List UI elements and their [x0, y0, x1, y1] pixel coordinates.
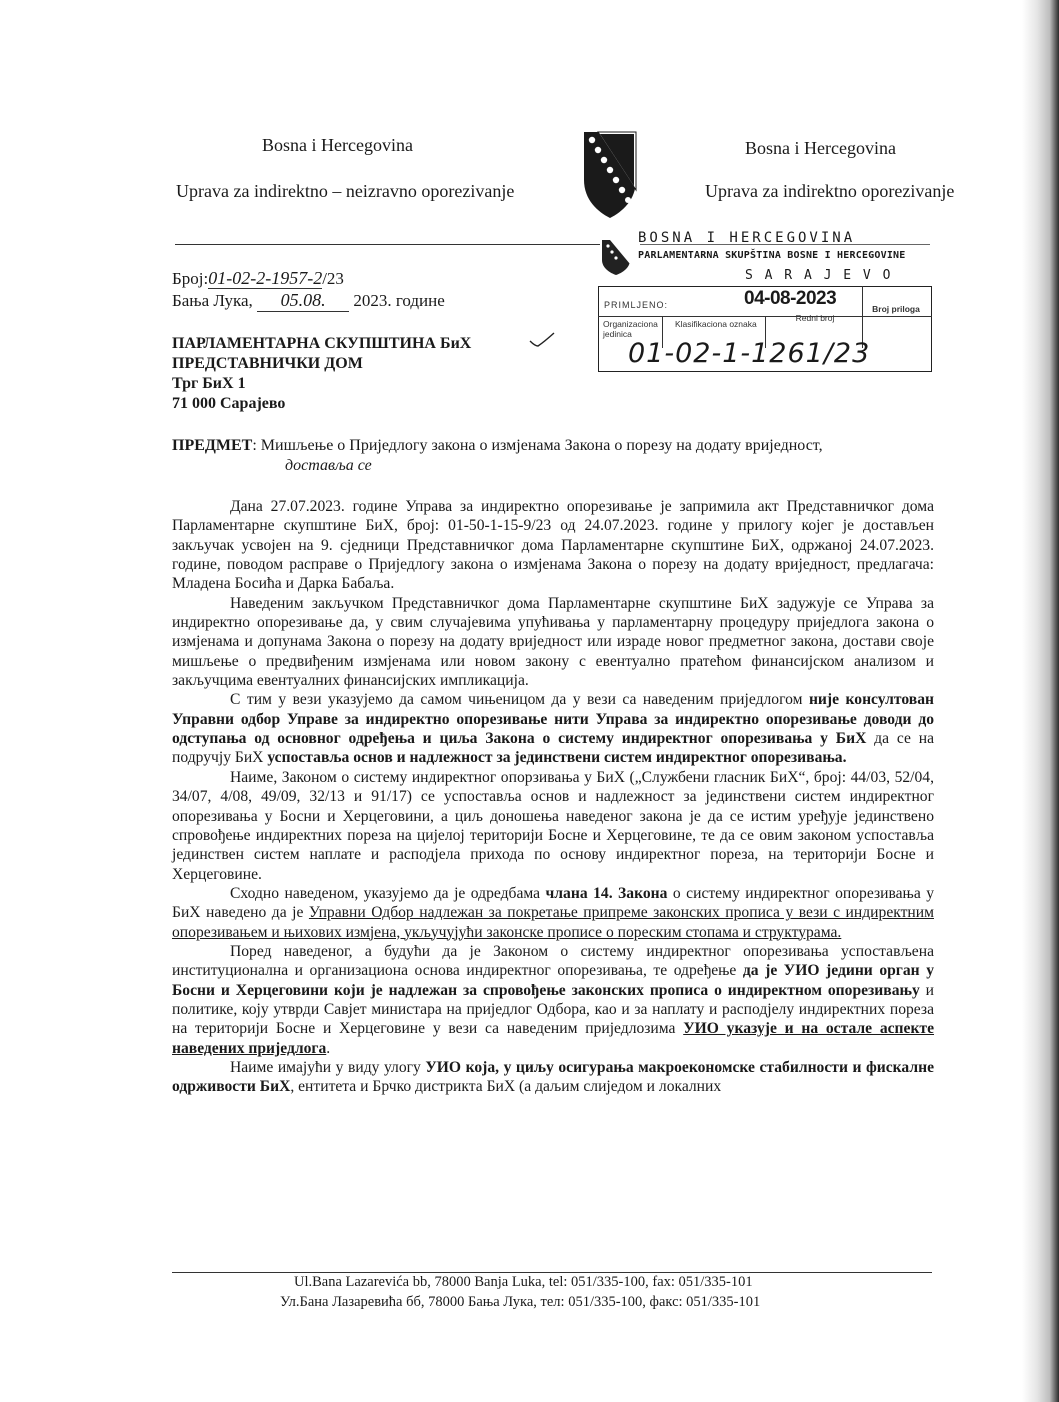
footer-address-cyrillic: Ул.Бана Лазаревића бб, 78000 Бања Лука, тел: 051/335-100, факс: 051/335-101 [280, 1294, 761, 1310]
country-name-right: Bosna i Hercegovina [745, 138, 896, 158]
header-rule-left [175, 244, 600, 245]
addressee-block [172, 334, 471, 414]
reference-number-line [172, 268, 344, 289]
stamp-col-serial: Redni broj [795, 313, 835, 323]
subject-label: ПРЕДМЕТ [172, 437, 253, 454]
letter-body [172, 497, 934, 1097]
paragraph-5-bold: члана 14. Закона [545, 884, 668, 902]
addressee-line-3: Трг БиХ 1 [172, 375, 246, 392]
paragraph-7-text-a: Наиме имајући у виду улогу [230, 1058, 426, 1076]
stamp-received-label: PRIMLJENO: [604, 300, 669, 310]
paragraph-6-bold: да је УИО једини орган у Босни и Херцеговини који је надлежан за спровођење законских прописа о индиректном опорезивању [172, 962, 935, 999]
subject-line [172, 437, 823, 455]
paragraph-7-text-b: , ентитета и Брчко дистрикта БиХ (а даљим слиједом и локалних [290, 1078, 722, 1096]
scan-edge-shadow [1022, 0, 1059, 1402]
subject-text: : Мишљење о Приједлогу закона о измјенама Закона о порезу на додату вриједност, [252, 437, 823, 454]
stamp-col-attachments: Broj priloga [872, 304, 920, 314]
stamp-subtitle: PARLAMENTARNA SKUPŠTINA BOSNE I HERCEGOVINE [638, 250, 906, 261]
stamp-col-org-unit: Organizaciona jedinica [603, 319, 658, 339]
reference-date-line [172, 290, 445, 312]
reference-place: Бања Лука, [172, 291, 253, 310]
stamp-registry-number: 01-02-1-1261/23 [628, 338, 871, 369]
paragraph-5-underlined: Управни Одбор надлежан за покретање припреме законских прописа у вези с индиректним опорезивањем и њихових измјена, укључујући законске прописе о пореским стопама и структурама. [172, 904, 934, 941]
agency-name-left: Uprava za indirektno – neizravno oporezivanje [176, 181, 515, 201]
paragraph-6-bold-underlined: УИО указује и на остале аспекте наведених приједлога [172, 1020, 935, 1057]
country-name-left: Bosna i Hercegovina [262, 135, 413, 155]
footer-rule [172, 1272, 932, 1273]
paragraph-7 [172, 1058, 934, 1097]
reference-date-value: 05.08. [257, 290, 349, 312]
stamp-title: BOSNA I HERCEGOVINA [638, 230, 856, 246]
stamp-received-date: 04-08-2023 [744, 288, 837, 309]
paragraph-6 [172, 942, 934, 1058]
reference-number-label: Број: [172, 269, 209, 288]
paragraph-6-text-b: и политике, коју утврди Савјет министара на приједлог Одбора, као и за наплату и расподјелу индиректних пореза на територији Босне и Херцеговине у вези са наведеним приједлозима [172, 981, 935, 1038]
reference-number-value: 01-02-2-1957-2 [208, 268, 323, 288]
addressee-line-2: ПРЕДСТАВНИЧКИ ДОМ [172, 355, 363, 372]
coat-of-arms-icon [578, 128, 640, 220]
addressee-line-4: 71 000 Сарајево [172, 395, 286, 412]
paragraph-6-text-a: Поред наведеног, а будући да је Законом о систему индиректног опорезивања успостављена институционална и организациона основа индиректног опорезивања, те одређење [172, 942, 934, 980]
agency-name-right: Uprava za indirektno oporezivanje [705, 181, 955, 201]
stamp-emblem-icon [598, 236, 634, 276]
paragraph-3-text-b: да се на подручју БиХ [172, 730, 934, 767]
footer-address-latin: Ul.Bana Lazarevića bb, 78000 Banja Luka, tel: 051/335-100, fax: 051/335-101 [294, 1274, 753, 1290]
paragraph-3-bold-a: није консултован Управни одбор Управе за индиректно опорезивање нити Управа за индиректно опорезивање доводи до одступања од основног одређења и циља Закона о систему индиректног опорезивања у БиХ [172, 691, 934, 748]
reference-number-suffix: /23 [322, 269, 344, 288]
subject-continuation: доставља се [285, 457, 372, 474]
paragraph-7-bold: УИО која, у циљу осигурања макроекономске стабилности и фискалне одрживости БиХ [172, 1058, 934, 1096]
stamp-col-class: Klasifikaciona oznaka [675, 319, 757, 329]
checkmark-icon [528, 331, 556, 349]
paragraph-3 [172, 690, 934, 767]
paragraph-5-text-b: о систему индиректног опорезивања у БиХ наведено да је [172, 884, 934, 922]
paragraph-6-period: . [326, 1039, 331, 1057]
paragraph-1: Дана 27.07.2023. године Управа за индиректно опорезивање је запримила акт Представничког дома Парламентарне скупштине БиХ, број: 01-50-1-15-9/23 од 24.07.2023. године у прилогу којег је достављен закључак усвојен на 9. сједници Представничког дома Парламентарне скупштине БиХ, одржаној 24.07.2023. године, поводом расправе о Приједлогу закона о измјенама Закона о порезу на додату вриједност, предлагача: Младена Босића и Дарка Бабаља. [172, 498, 934, 593]
addressee-line-1: ПАРЛАМЕНТАРНА СКУПШТИНА БиХ [172, 335, 472, 352]
paragraph-4: Наиме, Законом о систему индиректног опорзивања у БиХ („Службени гласник БиХ“, број: 44/03, 52/04, 34/07, 4/08, 49/09, 32/13 и 91/17) се успоставља основ и надлежност за јединствени систем индиректног опорезивања у Босни и Херцеговини, а циљ доношења наведеног закона је да се истим уређује јединствено спровођење индиректних пореза на цијелој територији Босне и Херцеговине, те да се овим законом успоставља јединствен систем наплате и расподјела прихода по основу индиректног пореза, на територији Босне и Херцеговине. [172, 768, 934, 883]
paragraph-2: Наведеним закључком Представничког дома Парламентарне скупштине БиХ задужује се Управа за индиректно опорезивање да, у свим случајевима упућивања у парламентарну процедуру приједлога закона о измјенама и допунама Закона о порезу на додату вриједност или израде новог предметног закона, достави своје мишљење о предвиђеним измјенама или новом закону с евентуално пратећом финансијском анализом и закључцима евентуалних финансијских импликација. [172, 594, 934, 690]
paragraph-5-text-a: Сходно наведеном, указујемо да је одредбама [230, 884, 546, 902]
stamp-city: S A R A J E V O [745, 268, 893, 283]
paragraph-3-bold-b: успоставља основ и надлежност за јединствени систем индиректног опорезивања. [267, 749, 847, 767]
paragraph-3-text-a: С тим у вези указујемо да самом чињеницом да у вези са наведеним приједлогом [230, 691, 809, 709]
reference-year: 2023. године [353, 291, 445, 310]
paragraph-5 [172, 884, 934, 942]
